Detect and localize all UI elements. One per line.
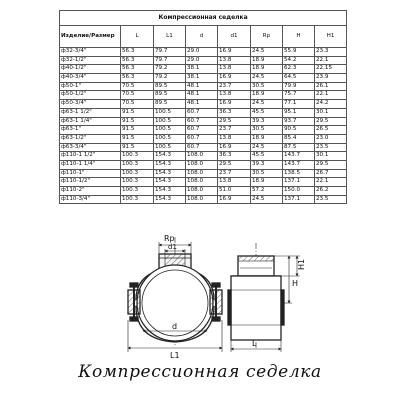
dimension-cell: 36.3	[218, 152, 251, 161]
d1-label: d1	[168, 243, 177, 251]
column-header: L	[121, 26, 154, 48]
dimension-cell: 48.1	[186, 82, 218, 91]
dimension-cell: 45.5	[251, 108, 283, 117]
product-size-cell: ф63-1"	[60, 126, 121, 135]
dimension-cell: 13.8	[218, 91, 251, 100]
dimension-cell: 24.2	[315, 100, 347, 109]
dimension-cell: 85.4	[283, 134, 315, 143]
dimension-cell: 56.3	[121, 56, 154, 65]
dimension-cell: 108.0	[186, 195, 218, 204]
column-header: d	[186, 26, 218, 48]
dimension-cell: 79.2	[154, 74, 186, 83]
dimension-cell: 23.7	[218, 126, 251, 135]
h-label: H	[292, 279, 299, 288]
product-size-cell: ф110-3/4"	[60, 195, 121, 204]
dimension-cell: 16.9	[218, 143, 251, 152]
dimension-cell: 95.1	[283, 108, 315, 117]
d-label: d	[172, 322, 178, 331]
dimension-cell: 93.7	[283, 117, 315, 126]
dimension-cell: 57.2	[251, 187, 283, 196]
dimension-cell: 100.5	[154, 117, 186, 126]
dimension-cell: 79.2	[154, 65, 186, 74]
product-size-cell: ф63-3/4"	[60, 143, 121, 152]
h1-label: H1	[297, 258, 306, 270]
dimension-cell: 48.1	[186, 100, 218, 109]
dimension-cell: 38.1	[186, 65, 218, 74]
table-title: Компрессионная седелка	[60, 11, 347, 26]
dimension-cell: 75.7	[283, 91, 315, 100]
product-size-cell: ф63-1 1/4"	[60, 117, 121, 126]
dimension-cell: 13.8	[218, 56, 251, 65]
dimension-cell: 154.3	[154, 187, 186, 196]
product-size-cell: ф63-1/2"	[60, 134, 121, 143]
dimension-cell: 143.7	[283, 152, 315, 161]
dimension-cell: 29.5	[315, 160, 347, 169]
product-size-cell: ф40-3/4"	[60, 74, 121, 83]
column-header: H	[283, 26, 315, 48]
dimension-cell: 150.0	[283, 187, 315, 196]
dimension-cell: 51.0	[218, 187, 251, 196]
dimension-cell: 79.7	[154, 56, 186, 65]
dimension-cell: 23.5	[315, 143, 347, 152]
dimension-cell: 24.5	[251, 74, 283, 83]
dimension-cell: 23.7	[218, 169, 251, 178]
dimension-cell: 108.0	[186, 178, 218, 187]
dimension-cell: 30.5	[251, 82, 283, 91]
dimension-cell: 29.5	[218, 160, 251, 169]
product-size-cell: ф32-3/4"	[60, 48, 121, 57]
dimension-cell: 24.5	[251, 100, 283, 109]
dimension-cell: 39.3	[251, 160, 283, 169]
dimension-cell: 24.5	[251, 48, 283, 57]
dimension-cell: 56.3	[121, 65, 154, 74]
dimension-cell: 54.2	[283, 56, 315, 65]
dimension-cell: 48.1	[186, 91, 218, 100]
column-header: H1	[315, 26, 347, 48]
dimension-cell: 30.1	[315, 108, 347, 117]
dimension-cell: 91.5	[121, 143, 154, 152]
dimension-cell: 24.5	[251, 143, 283, 152]
dimension-cell: 137.1	[283, 195, 315, 204]
dimension-cell: 91.5	[121, 108, 154, 117]
dimension-cell: 23.9	[315, 74, 347, 83]
dimension-cell: 18.9	[251, 178, 283, 187]
dimension-cell: 56.3	[121, 74, 154, 83]
dimension-cell: 29.0	[186, 48, 218, 57]
dimension-cell: 29.0	[186, 56, 218, 65]
dimension-cell: 108.0	[186, 187, 218, 196]
dimension-cell: 143.7	[283, 160, 315, 169]
dimension-cell: 38.1	[186, 74, 218, 83]
dimension-cell: 13.8	[218, 65, 251, 74]
dimension-cell: 108.0	[186, 169, 218, 178]
dimension-cell: 100.5	[154, 126, 186, 135]
dimension-cell: 18.9	[251, 134, 283, 143]
dimension-cell: 79.7	[154, 48, 186, 57]
dimension-cell: 87.5	[283, 143, 315, 152]
product-size-cell: ф110-2"	[60, 187, 121, 196]
dimension-cell: 154.3	[154, 178, 186, 187]
dimension-cell: 16.9	[218, 195, 251, 204]
dimension-cell: 100.5	[154, 108, 186, 117]
dimension-cell: 154.3	[154, 195, 186, 204]
drawing-caption: Компрессионная седелка	[78, 362, 322, 382]
dimension-cell: 60.7	[186, 126, 218, 135]
dimension-cell: 154.3	[154, 160, 186, 169]
column-header: Изделие/Размер	[60, 26, 121, 48]
dimension-cell: 23.7	[218, 82, 251, 91]
dimension-cell: 89.5	[154, 91, 186, 100]
dimension-cell: 100.3	[121, 178, 154, 187]
dimension-cell: 91.5	[121, 117, 154, 126]
dimension-cell: 70.5	[121, 82, 154, 91]
dimension-cell: 154.3	[154, 152, 186, 161]
product-size-cell: ф110-1 1/2"	[60, 152, 121, 161]
dimension-cell: 30.5	[251, 169, 283, 178]
dimension-cell: 56.3	[121, 48, 154, 57]
side-view	[228, 243, 284, 350]
dimension-cell: 22.1	[315, 56, 347, 65]
dimension-cell: 100.5	[154, 134, 186, 143]
dimension-cell: 24.5	[251, 195, 283, 204]
dimension-cell: 23.0	[315, 134, 347, 143]
dimension-cell: 70.5	[121, 91, 154, 100]
dimension-cell: 23.5	[315, 195, 347, 204]
dimension-cell: 18.9	[251, 56, 283, 65]
product-size-cell: ф110-1/2"	[60, 178, 121, 187]
dimension-cell: 64.5	[283, 74, 315, 83]
dimension-cell: 100.3	[121, 195, 154, 204]
dimension-cell: 18.9	[251, 91, 283, 100]
rp-label: Rp	[164, 234, 175, 243]
product-size-cell: ф63-1 1/2"	[60, 108, 121, 117]
dimension-cell: 13.8	[218, 178, 251, 187]
dimension-cell: 108.0	[186, 160, 218, 169]
product-size-cell: ф32-1/2"	[60, 56, 121, 65]
product-size-cell: ф50-1"	[60, 82, 121, 91]
l-label: L	[252, 339, 257, 348]
dimension-cell: 60.7	[186, 108, 218, 117]
dimension-cell: 16.9	[218, 100, 251, 109]
dimension-cell: 77.1	[283, 100, 315, 109]
dimension-cell: 16.9	[218, 74, 251, 83]
dimension-cell: 55.9	[283, 48, 315, 57]
dimension-cell: 29.5	[315, 117, 347, 126]
dimension-cell: 22.1	[315, 178, 347, 187]
column-header: L1	[154, 26, 186, 48]
dimension-cell: 100.3	[121, 187, 154, 196]
dimension-cell: 26.1	[315, 82, 347, 91]
product-size-cell: ф40-1/2"	[60, 65, 121, 74]
dimension-cell: 137.1	[283, 178, 315, 187]
dimension-cell: 100.3	[121, 169, 154, 178]
dimension-cell: 30.5	[251, 126, 283, 135]
dimension-cell: 60.7	[186, 134, 218, 143]
dimension-cell: 90.5	[283, 126, 315, 135]
dimension-cell: 89.5	[154, 82, 186, 91]
dimension-cell: 29.5	[218, 117, 251, 126]
dimension-cell: 26.5	[315, 126, 347, 135]
product-size-cell: ф50-1/2"	[60, 91, 121, 100]
dimension-cell: 91.5	[121, 126, 154, 135]
dimension-cell: 154.3	[154, 169, 186, 178]
dimension-cell: 23.3	[315, 48, 347, 57]
dimension-cell: 16.9	[218, 48, 251, 57]
dimension-cell: 39.3	[251, 117, 283, 126]
dimension-cell: 100.3	[121, 152, 154, 161]
column-header: d1	[218, 26, 251, 48]
dimension-cell: 30.1	[315, 152, 347, 161]
dimension-cell: 26.2	[315, 187, 347, 196]
dimension-cell: 70.5	[121, 100, 154, 109]
dimension-cell: 60.7	[186, 117, 218, 126]
dimension-cell: 91.5	[121, 134, 154, 143]
dimension-cell: 108.0	[186, 152, 218, 161]
product-size-cell: ф50-3/4"	[60, 100, 121, 109]
dimension-cell: 79.9	[283, 82, 315, 91]
column-header: Rp	[251, 26, 283, 48]
dimension-cell: 26.7	[315, 169, 347, 178]
dimension-cell: 45.5	[251, 152, 283, 161]
dimension-cell: 36.3	[218, 108, 251, 117]
dimension-cell: 18.9	[251, 65, 283, 74]
product-size-cell: ф110-1 1/4"	[60, 160, 121, 169]
dimension-cell: 22.1	[315, 91, 347, 100]
dimension-cell: 22.15	[315, 65, 347, 74]
dimension-cell: 13.8	[218, 134, 251, 143]
dimension-cell: 62.3	[283, 65, 315, 74]
dimension-cell: 100.5	[154, 143, 186, 152]
dimension-cell: 138.5	[283, 169, 315, 178]
l1-label: L1	[170, 351, 180, 360]
product-size-cell: ф110-1"	[60, 169, 121, 178]
dimension-cell: 100.3	[121, 160, 154, 169]
dimension-cell: 60.7	[186, 143, 218, 152]
dimension-cell: 89.5	[154, 100, 186, 109]
